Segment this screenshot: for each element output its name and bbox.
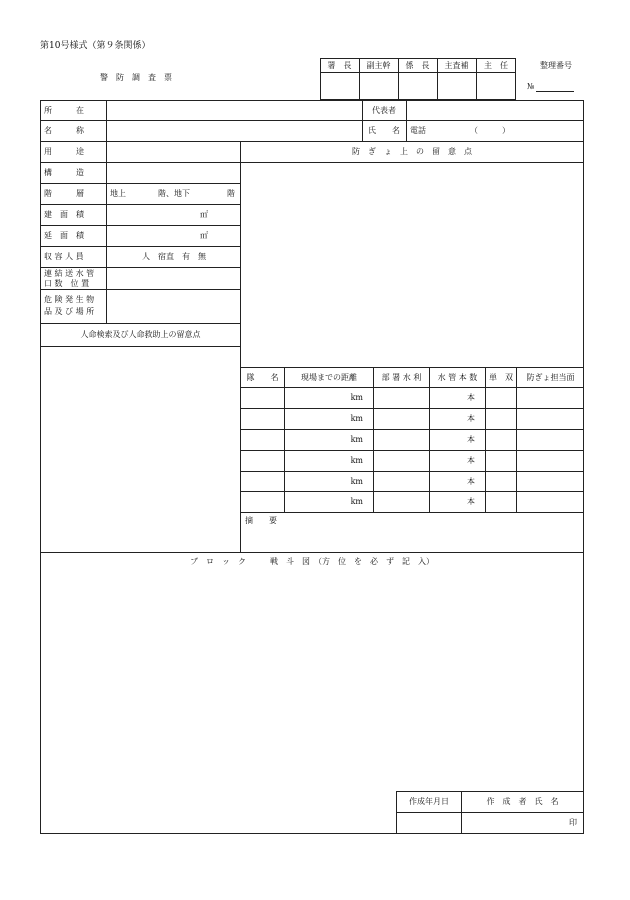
hose-count-cell[interactable]: 本 bbox=[467, 456, 475, 465]
distance-cell[interactable]: km bbox=[350, 497, 363, 506]
hazard-label-line2: 品 及 び 場 所 bbox=[44, 307, 95, 316]
stamp-label-deputy: 副主幹 bbox=[366, 60, 391, 70]
col-header-unit: 隊 名 bbox=[246, 372, 279, 382]
stamp-label-chief: 署 長 bbox=[327, 60, 352, 70]
address-label: 所 在 bbox=[44, 105, 84, 115]
hazard-label-line1: 危 険 発 生 物 bbox=[44, 295, 95, 304]
distance-cell[interactable]: km bbox=[350, 393, 363, 402]
summary-label: 摘 要 bbox=[245, 516, 277, 525]
ref-number-field[interactable] bbox=[536, 91, 574, 92]
hose-count-cell[interactable]: 本 bbox=[467, 393, 475, 402]
col-header-single-double: 単 双 bbox=[489, 372, 513, 382]
use-field[interactable] bbox=[107, 141, 239, 162]
creation-date-label: 作成年月日 bbox=[409, 797, 449, 806]
name-label: 名 称 bbox=[44, 126, 84, 135]
block-map-area[interactable] bbox=[41, 570, 583, 790]
stamp-label-staff: 主 任 bbox=[484, 60, 508, 70]
distance-cell[interactable]: km bbox=[350, 435, 363, 444]
col-header-defense-side: 防ぎょ担当面 bbox=[526, 372, 575, 382]
col-header-hose-count: 水 管 本 数 bbox=[437, 372, 478, 382]
rescue-notes-area[interactable] bbox=[41, 347, 239, 551]
block-map-heading: ブ ロ ッ ク 戦 斗 図 （方 位 を 必 ず 記 入） bbox=[190, 556, 434, 566]
stamp-label-section: 係 長 bbox=[405, 60, 430, 70]
address-field[interactable] bbox=[107, 100, 361, 120]
author-name-label: 作 成 者 氏 名 bbox=[486, 797, 559, 806]
distance-cell[interactable]: km bbox=[350, 476, 363, 486]
floor-area-label: 延 面 積 bbox=[44, 231, 84, 240]
representative-label: 代表者 bbox=[372, 105, 396, 115]
ref-number-prefix: № bbox=[527, 82, 535, 91]
distance-cell[interactable]: km bbox=[350, 456, 363, 465]
ref-number-label: 整理番号 bbox=[540, 61, 572, 70]
floor-area-unit: ㎡ bbox=[200, 231, 208, 240]
col-header-water-source: 部 署 水 利 bbox=[381, 372, 422, 382]
distance-cell[interactable]: km bbox=[350, 414, 363, 423]
capacity-value[interactable]: 人 宿直 有 無 bbox=[142, 252, 206, 261]
floors-below-label: 階、地下 bbox=[158, 189, 190, 198]
seal-mark[interactable]: 印 bbox=[569, 818, 577, 827]
creation-date-field[interactable] bbox=[397, 812, 461, 833]
floors-above-label: 地上 bbox=[110, 189, 126, 198]
floors-label: 階 層 bbox=[44, 189, 84, 198]
rescue-notes-heading: 人命検索及び人命救助上の留意点 bbox=[80, 330, 201, 339]
hose-count-cell[interactable]: 本 bbox=[467, 414, 475, 423]
person-name-label: 氏 名 bbox=[368, 126, 400, 135]
col-header-distance: 現場までの距離 bbox=[301, 372, 357, 382]
summary-field[interactable] bbox=[241, 528, 583, 551]
building-area-unit: ㎡ bbox=[200, 210, 208, 219]
phone-area-code[interactable]: （ ） bbox=[470, 126, 510, 135]
structure-label: 構 造 bbox=[44, 168, 84, 177]
connection-label-line2: 口 数 位 置 bbox=[44, 279, 90, 288]
building-area-label: 建 面 積 bbox=[44, 210, 84, 219]
use-label: 用 途 bbox=[44, 147, 84, 156]
defense-notes-area[interactable] bbox=[241, 163, 583, 366]
form-title: 警 防 調 査 票 bbox=[100, 73, 172, 82]
name-field[interactable] bbox=[107, 120, 361, 141]
connection-label-line1: 連 結 送 水 管 bbox=[44, 269, 95, 278]
capacity-label: 収 容 人 員 bbox=[44, 252, 84, 261]
structure-field[interactable] bbox=[107, 162, 239, 183]
floors-unit: 階 bbox=[227, 189, 235, 198]
defense-notes-heading: 防 ぎ ょ 上 の 留 意 点 bbox=[352, 147, 472, 156]
hose-count-cell[interactable]: 本 bbox=[467, 435, 475, 444]
hose-count-cell[interactable]: 本 bbox=[467, 497, 475, 506]
stamp-label-assistant: 主査補 bbox=[444, 60, 469, 70]
representative-field[interactable] bbox=[407, 100, 583, 120]
phone-label: 電話 bbox=[410, 126, 426, 135]
hose-count-cell[interactable]: 本 bbox=[467, 476, 475, 486]
form-number: 第10号様式（第９条関係） bbox=[40, 41, 151, 51]
